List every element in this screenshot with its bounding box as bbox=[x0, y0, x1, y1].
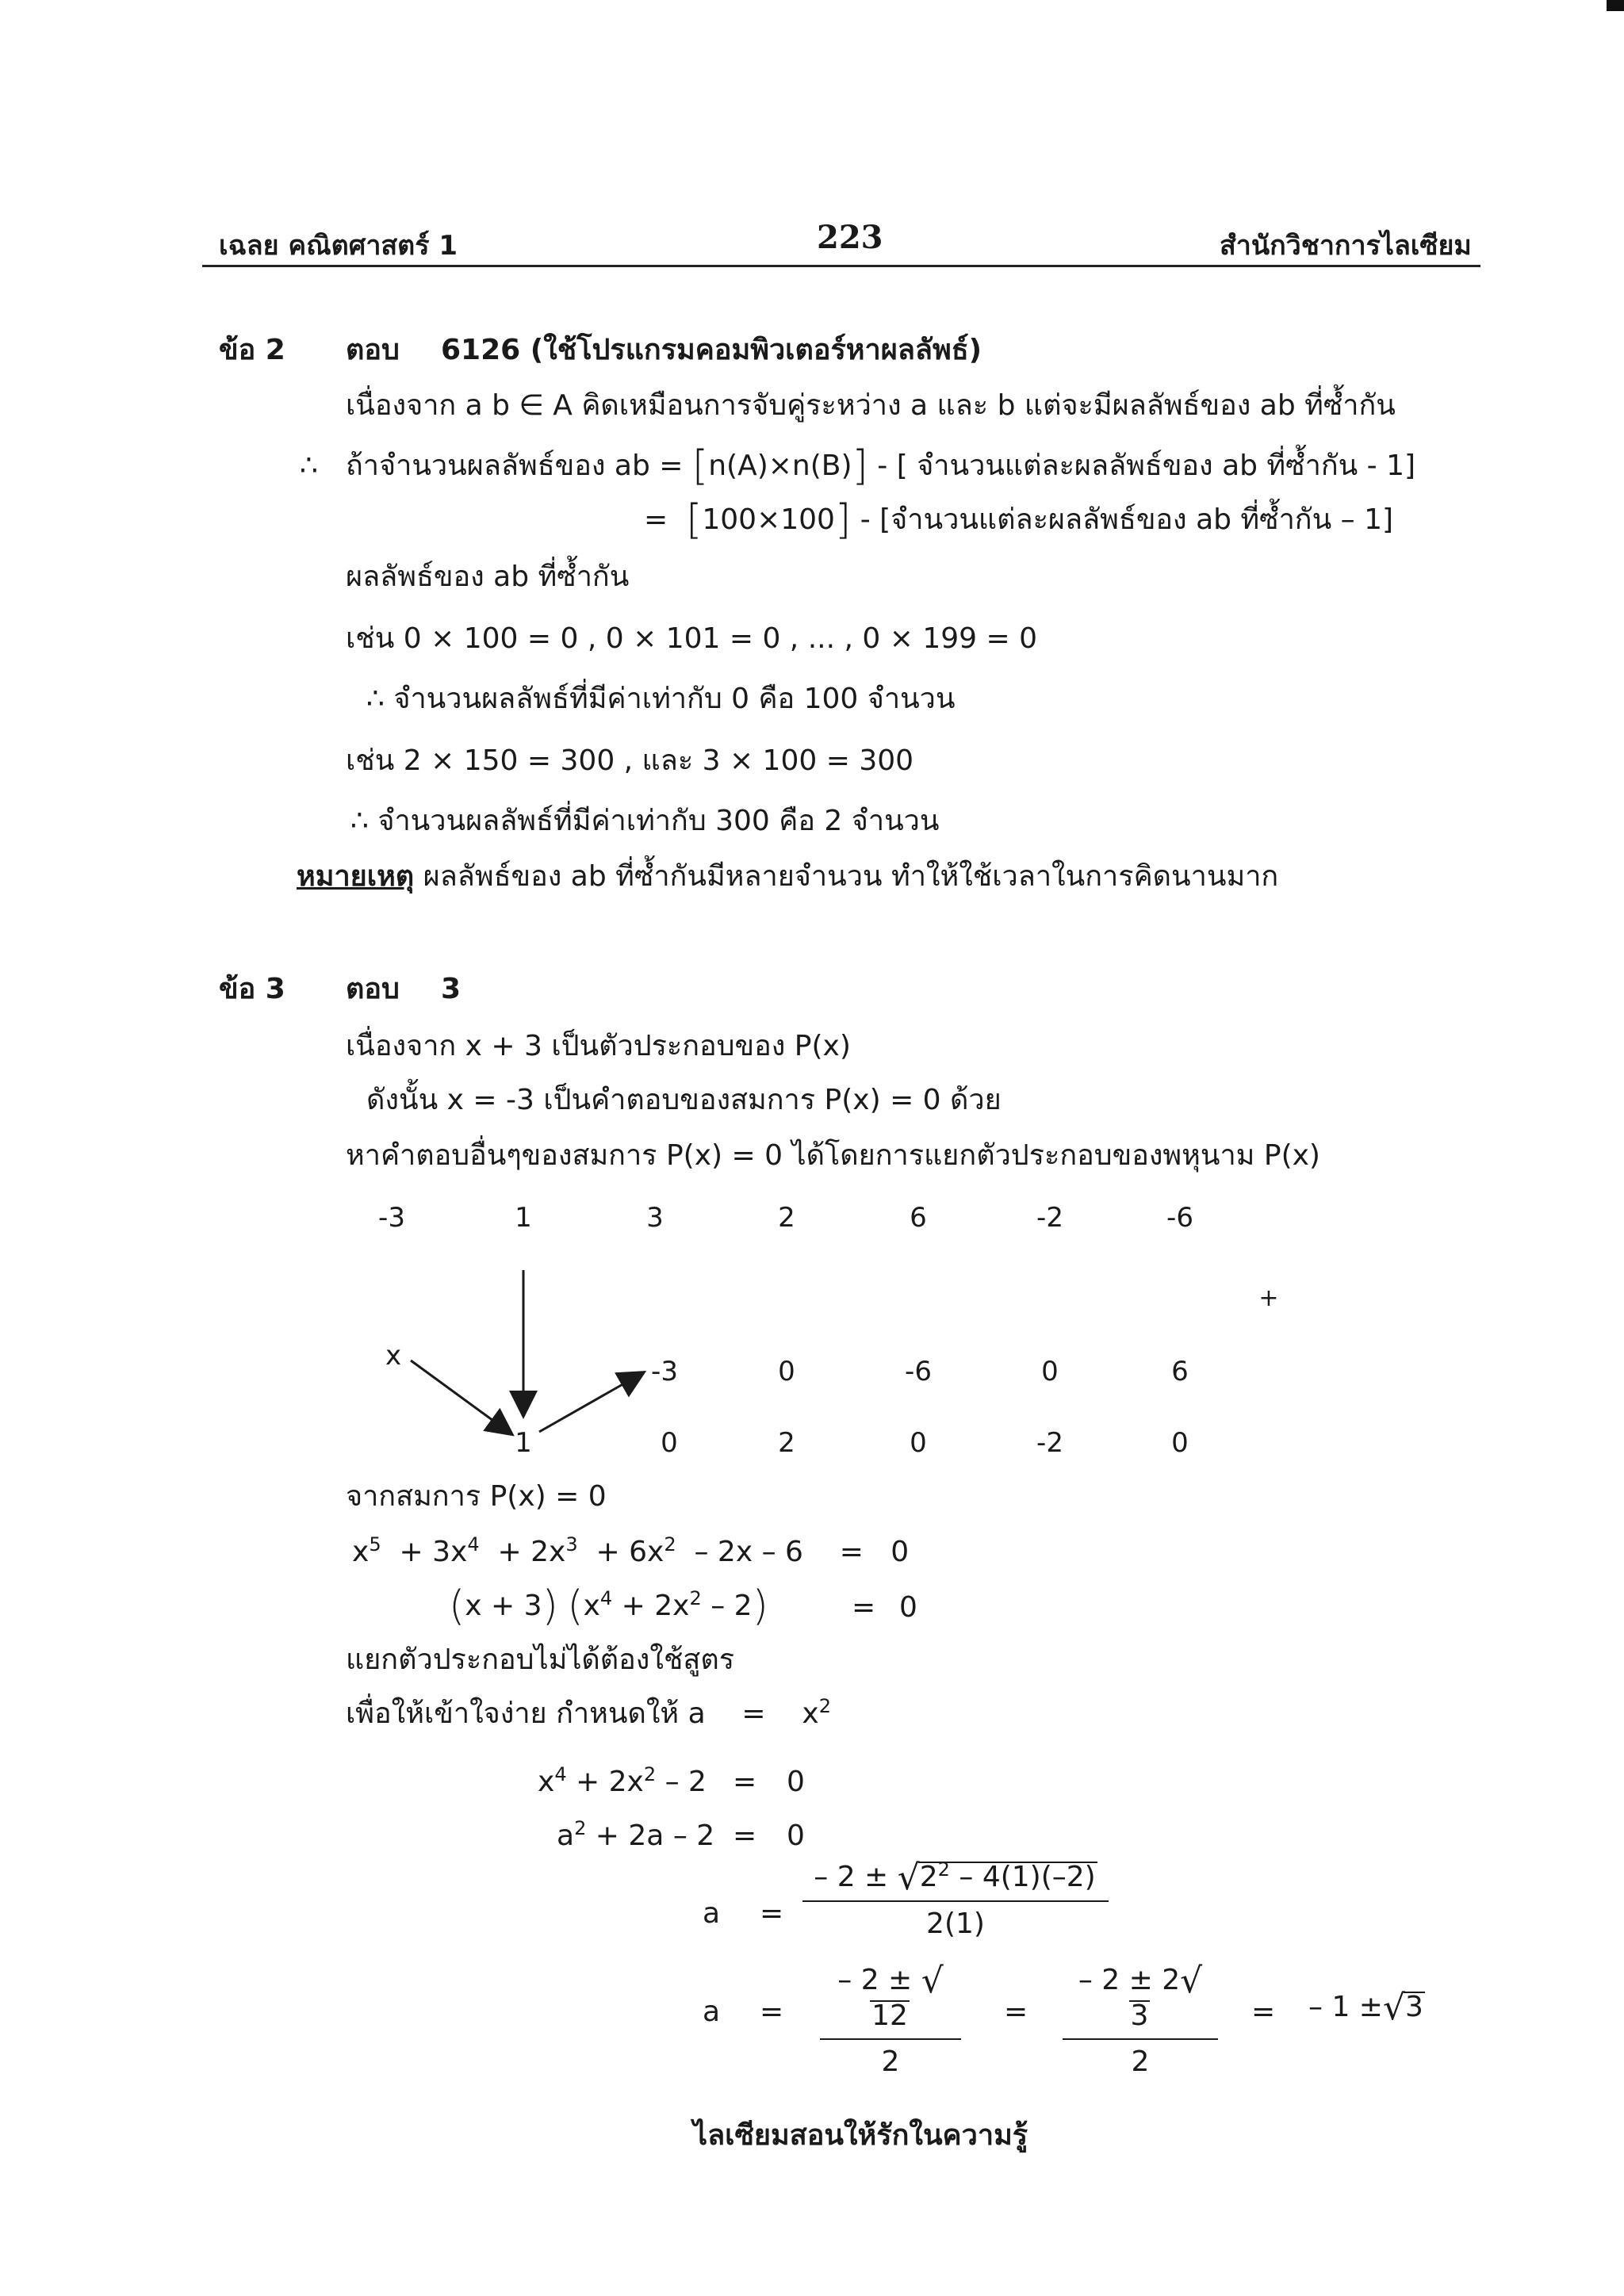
exponent: 5 bbox=[369, 1533, 381, 1556]
term: – 2 bbox=[710, 1590, 753, 1622]
result-value: 1 bbox=[515, 1427, 532, 1459]
q2-line3-bracket: 100×100 bbox=[702, 503, 835, 536]
exponent: 3 bbox=[565, 1533, 578, 1556]
result-value: 0 bbox=[661, 1427, 678, 1459]
q3-line-sub bbox=[346, 1697, 831, 1732]
sqrt-icon: √ bbox=[921, 1961, 944, 2001]
factored-eq: = bbox=[852, 1591, 876, 1624]
bracket-close: ] bbox=[852, 442, 868, 490]
term: 2 bbox=[919, 1861, 938, 1893]
rhs: 0 bbox=[787, 1766, 805, 1798]
radicand: 3 bbox=[1405, 1991, 1423, 2023]
coefficient: 3 bbox=[646, 1202, 664, 1234]
product-value: 0 bbox=[1041, 1356, 1059, 1387]
quad2-lhs: a bbox=[703, 1996, 721, 2028]
quad2-result bbox=[1308, 1990, 1425, 2026]
term: – 2 ± 2 bbox=[1078, 1964, 1181, 1996]
divisor: -3 bbox=[378, 1202, 405, 1234]
quad2-eq1: = bbox=[760, 1996, 784, 2028]
q2-line2-tail: - [ จำนวนแต่ละผลลัพธ์ของ ab ที่ซ้ำกัน - 1] bbox=[877, 450, 1416, 482]
q2-line6: ∴ จำนวนผลลัพธ์ที่มีค่าเท่ากับ 0 คือ 100 จำนวน bbox=[366, 683, 956, 715]
fraction-denominator: 2(1) bbox=[926, 1908, 985, 1940]
radicand bbox=[918, 1858, 1097, 1893]
product-value: -6 bbox=[905, 1356, 932, 1387]
term: – 2 ± bbox=[814, 1861, 889, 1893]
quad1-eq: = bbox=[760, 1897, 784, 1930]
header-subject: เฉลย คณิตศาสตร์ 1 bbox=[219, 230, 458, 262]
q3-line1: เนื่องจาก x + 3 เป็นตัวประกอบของ P(x) bbox=[346, 1030, 851, 1062]
quad2-fraction-1 bbox=[820, 1963, 961, 2080]
term: x bbox=[802, 1697, 819, 1730]
header-rule bbox=[202, 265, 1480, 267]
x-label: x bbox=[385, 1340, 402, 1372]
eq-sign: = bbox=[733, 1820, 757, 1852]
exponent: 4 bbox=[554, 1763, 567, 1785]
fraction-denominator: 2 bbox=[1131, 2045, 1150, 2078]
q2-line3 bbox=[644, 496, 1394, 544]
paren-close: ) bbox=[542, 1582, 558, 1630]
sqrt-icon: √ bbox=[1382, 1988, 1406, 2028]
q3-answer: 3 bbox=[441, 973, 462, 1005]
term: + 2x bbox=[621, 1590, 690, 1622]
page-number: 223 bbox=[817, 219, 883, 256]
header-publisher: สำนักวิชาการไลเซียม bbox=[1220, 230, 1472, 262]
term: x bbox=[352, 1536, 370, 1568]
q2-therefore: ∴ bbox=[300, 450, 318, 482]
bracket-open: [ bbox=[686, 496, 703, 544]
exponent: 2 bbox=[643, 1763, 657, 1785]
term: – 2 bbox=[665, 1766, 707, 1798]
result-value: -2 bbox=[1036, 1427, 1063, 1459]
exponent: 4 bbox=[599, 1587, 613, 1609]
fraction-numerator bbox=[802, 1860, 1109, 1902]
exponent: 2 bbox=[818, 1695, 831, 1717]
q3-line2: ดังนั้น x = -3 เป็นคำตอบของสมการ P(x) = 0 ด้วย bbox=[366, 1084, 1002, 1116]
footer-slogan: ไลเซียมสอนให้รักในความรู้ bbox=[693, 2119, 1028, 2152]
term: + 3x bbox=[399, 1536, 468, 1568]
q2-note bbox=[297, 859, 1278, 894]
result-value: 0 bbox=[910, 1427, 927, 1459]
exponent: 2 bbox=[689, 1587, 702, 1609]
quad2-eq2: = bbox=[1004, 1996, 1028, 2028]
q2-line3-tail: - [จำนวนแต่ละผลลัพธ์ของ ab ที่ซ้ำกัน – 1] bbox=[860, 503, 1394, 536]
term: + 2x bbox=[497, 1536, 566, 1568]
radicand: 12 bbox=[871, 1999, 908, 2032]
exponent: 2 bbox=[937, 1858, 950, 1881]
equation-a2 bbox=[557, 1819, 714, 1854]
coefficient: 6 bbox=[910, 1202, 927, 1234]
term: + 6x bbox=[596, 1536, 665, 1568]
equals-sign: = bbox=[741, 1697, 766, 1730]
substitution-text: เพื่อให้เข้าใจง่าย กำหนดให้ a bbox=[346, 1697, 706, 1730]
term: + 2x bbox=[576, 1766, 644, 1798]
rhs: 0 bbox=[787, 1820, 805, 1852]
q3-answer-label: ตอบ bbox=[346, 973, 400, 1005]
result-value: 0 bbox=[1171, 1427, 1189, 1459]
equals-sign: = bbox=[839, 1536, 864, 1568]
bracket-open: [ bbox=[691, 442, 709, 490]
q2-line8: ∴ จำนวนผลลัพธ์ที่มีค่าเท่ากับ 300 คือ 2 จำนวน bbox=[350, 805, 940, 837]
coefficient: -2 bbox=[1036, 1202, 1063, 1234]
q2-note-text: ผลลัพธ์ของ ab ที่ซ้ำกันมีหลายจำนวน ทำให้ใช้เวลาในการคิดนานมาก bbox=[423, 860, 1279, 893]
factored-rhs: 0 bbox=[899, 1591, 917, 1624]
paren-open: ( bbox=[449, 1582, 465, 1630]
term: – 4(1)(–2) bbox=[959, 1861, 1096, 1893]
q2-answer-label: ตอบ bbox=[346, 334, 400, 366]
product-value: -3 bbox=[651, 1356, 678, 1387]
paren-close: ) bbox=[752, 1582, 768, 1630]
term: – 2x – 6 bbox=[694, 1536, 803, 1568]
q2-line2 bbox=[346, 442, 1416, 490]
coefficient: 1 bbox=[515, 1202, 532, 1234]
exponent: 4 bbox=[467, 1533, 480, 1556]
q3-eq-intro: จากสมการ P(x) = 0 bbox=[346, 1480, 607, 1513]
q3-line3: หาคำตอบอื่นๆของสมการ P(x) = 0 ได้โดยการแยกตัวประกอบของพหุนาม P(x) bbox=[346, 1139, 1320, 1172]
term: + 2a – 2 bbox=[595, 1820, 715, 1852]
q3-label: ข้อ 3 bbox=[219, 973, 285, 1005]
exponent: 2 bbox=[574, 1817, 587, 1839]
fraction-numerator bbox=[1063, 1963, 1218, 2040]
quad2-fraction-2 bbox=[1063, 1963, 1218, 2080]
term: a bbox=[557, 1820, 575, 1852]
q2-label: ข้อ 2 bbox=[219, 334, 285, 366]
carry-arrow bbox=[539, 1373, 642, 1432]
q3-line-formula: แยกตัวประกอบไม่ได้ต้องใช้สูตร bbox=[346, 1644, 735, 1676]
eq-sign: = bbox=[733, 1766, 757, 1798]
quad1-lhs: a bbox=[703, 1897, 721, 1930]
rhs: 0 bbox=[891, 1536, 910, 1568]
coefficient: 2 bbox=[778, 1202, 795, 1234]
paren-open: ( bbox=[567, 1582, 584, 1630]
term: – 2 ± bbox=[837, 1964, 913, 1996]
equation-x4 bbox=[538, 1765, 707, 1800]
q2-line7: เช่น 2 × 150 = 300 , และ 3 × 100 = 300 bbox=[346, 744, 914, 777]
q2-line2-bracket: n(A)×n(B) bbox=[708, 450, 852, 482]
q2-line3-eq: = bbox=[644, 503, 668, 536]
term: x bbox=[583, 1590, 600, 1622]
scan-edge-mark bbox=[1607, 0, 1624, 11]
factor: x + 3 bbox=[465, 1590, 542, 1622]
plus-sign: + bbox=[1258, 1284, 1279, 1312]
q2-line2-lead: ถ้าจำนวนผลลัพธ์ของ ab = bbox=[346, 450, 684, 482]
sqrt-icon: √ bbox=[1180, 1961, 1203, 2001]
exponent: 2 bbox=[664, 1533, 676, 1556]
quad2-eq3: = bbox=[1251, 1996, 1276, 2028]
term: – 1 ± bbox=[1308, 1991, 1383, 2023]
multiply-arrow bbox=[411, 1360, 511, 1433]
fraction-denominator: 2 bbox=[881, 2045, 900, 2078]
q2-line5: เช่น 0 × 100 = 0 , 0 × 101 = 0 , ... , 0 × 199 = 0 bbox=[346, 622, 1037, 655]
q2-line1: เนื่องจาก a b ∈ A คิดเหมือนการจับคู่ระหว่าง a และ b แต่จะมีผลลัพธ์ของ ab ที่ซ้ำกัน bbox=[346, 389, 1396, 422]
sqrt-icon: √ bbox=[897, 1858, 920, 1898]
product-value: 0 bbox=[778, 1356, 795, 1387]
radicand: 3 bbox=[1130, 1999, 1149, 2032]
fraction-numerator bbox=[820, 1963, 961, 2040]
factored-equation bbox=[449, 1582, 768, 1630]
result-value: 2 bbox=[778, 1427, 795, 1459]
q2-note-label: หมายเหตุ bbox=[297, 860, 415, 893]
polynomial-equation bbox=[352, 1535, 909, 1570]
q2-line4: ผลลัพธ์ของ ab ที่ซ้ำกัน bbox=[346, 561, 630, 593]
coefficient: -6 bbox=[1166, 1202, 1193, 1234]
quad1-fraction bbox=[802, 1860, 1109, 1942]
term: x bbox=[538, 1766, 555, 1798]
bracket-close: ] bbox=[834, 496, 852, 544]
product-value: 6 bbox=[1171, 1356, 1189, 1387]
q2-answer: 6126 (ใช้โปรแกรมคอมพิวเตอร์หาผลลัพธ์) bbox=[441, 334, 982, 366]
